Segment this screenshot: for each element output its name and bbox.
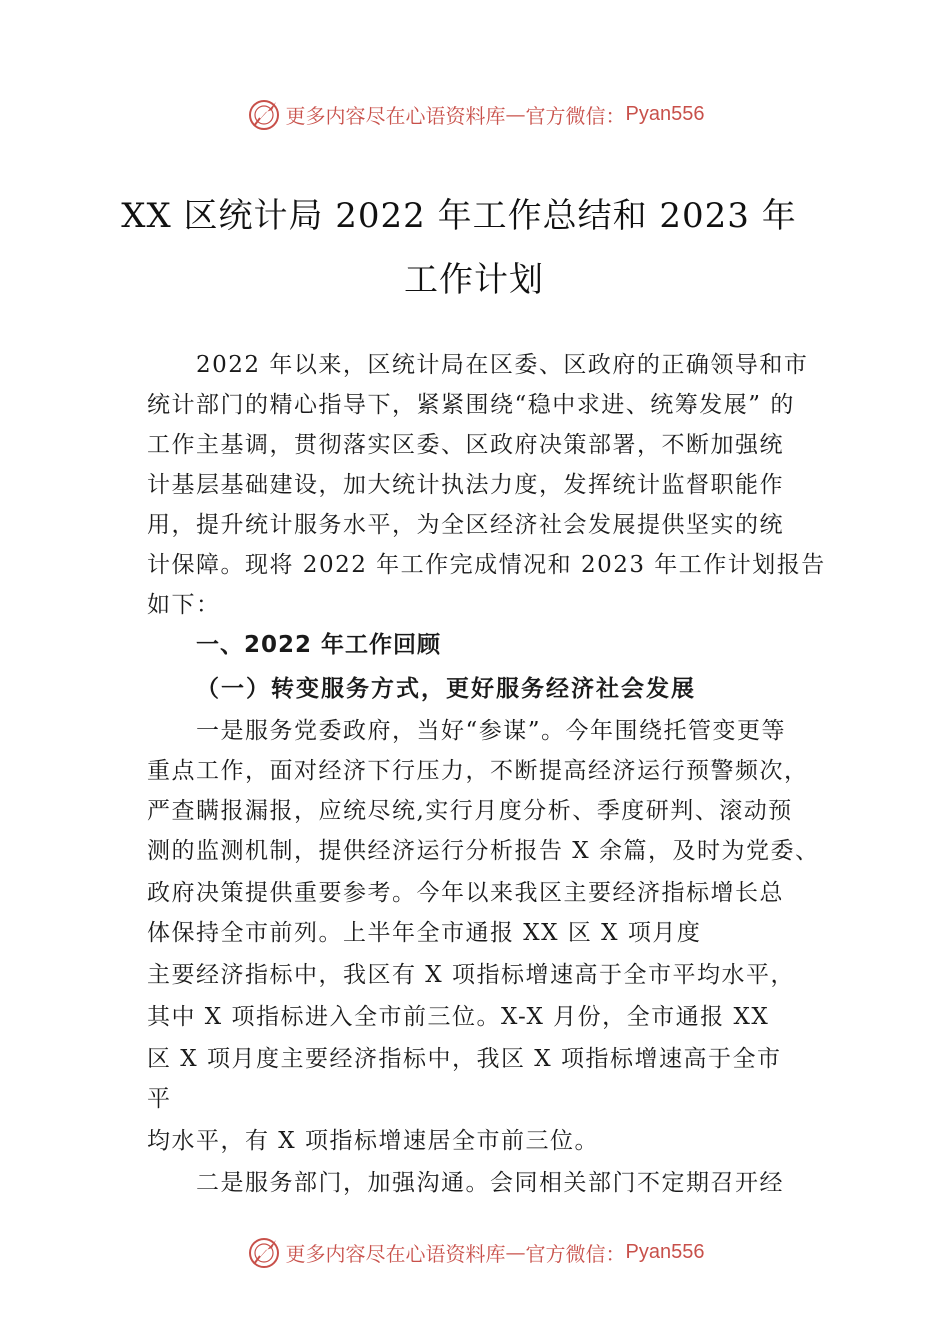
body-line: 体保持全市前列。上半年全市通报 XX 区 X 项月度 [147,920,702,946]
banner-text: 更多内容尽在心语资料库 [285,1241,506,1266]
document-title-line2: 工作计划 [404,260,544,300]
banner-separator: — [505,102,526,126]
intro-line: 统计部门的精心指导下，紧紧围绕“稳中求进、统筹发展” 的 [147,392,795,418]
banner-wechat-id: Pyan556 [625,102,705,125]
header-banner [0,94,950,134]
banner-text: 更多内容尽在心语资料库 [285,103,506,128]
intro-line: 计保障。现将 2022 年工作完成情况和 2023 年工作计划报告 [147,552,826,578]
footer-banner [0,1232,950,1272]
banner-wechat-label: 官方微信： [525,103,626,128]
body-line: 测的监测机制，提供经济运行分析报告 X 余篇，及时为党委、 [147,838,820,864]
body-line: 区 X 项月度主要经济指标中，我区 X 项指标增速高于全市 [147,1046,782,1072]
body-line: 严查瞒报漏报，应统尽统,实行月度分析、季度研判、滚动预 [147,798,793,824]
body-line: 其中 X 项指标进入全市前三位。X-X 月份，全市通报 XX [147,1004,770,1030]
intro-line: 如下： [147,592,221,618]
banner-wechat-id: Pyan556 [625,1240,705,1263]
banner-wechat-label: 官方微信： [525,1241,626,1266]
body-line: 平 [147,1086,172,1112]
subsection-heading: （一）转变服务方式，更好服务经济社会发展 [196,675,696,702]
quill-seal-icon [246,1234,282,1270]
body-line: 均水平，有 X 项指标增速居全市前三位。 [147,1128,599,1154]
intro-line: 计基层基础建设，加大统计执法力度，发挥统计监督职能作 [147,472,784,498]
banner-separator: — [505,1240,526,1264]
body-line: 主要经济指标中，我区有 X 项指标增速高于全市平均水平， [147,962,795,988]
quill-seal-icon [246,96,282,132]
body-line: 一是服务党委政府，当好“参谋”。今年围绕托管变更等 [196,718,787,744]
body-line: 政府决策提供重要参考。今年以来我区主要经济指标增长总 [147,880,784,906]
intro-line: 工作主基调，贯彻落实区委、区政府决策部署，不断加强统 [147,432,784,458]
intro-line: 2022 年以来，区统计局在区委、区政府的正确领导和市 [196,352,809,378]
body-line: 重点工作，面对经济下行压力，不断提高经济运行预警频次， [147,758,809,784]
section-heading: 一、2022 年工作回顾 [196,632,442,658]
intro-line: 用，提升统计服务水平，为全区经济社会发展提供坚实的统 [147,512,784,538]
body-line: 二是服务部门，加强沟通。会同相关部门不定期召开经 [196,1170,784,1196]
document-title-line1: XX 区统计局 2022 年工作总结和 2023 年 [121,196,797,236]
